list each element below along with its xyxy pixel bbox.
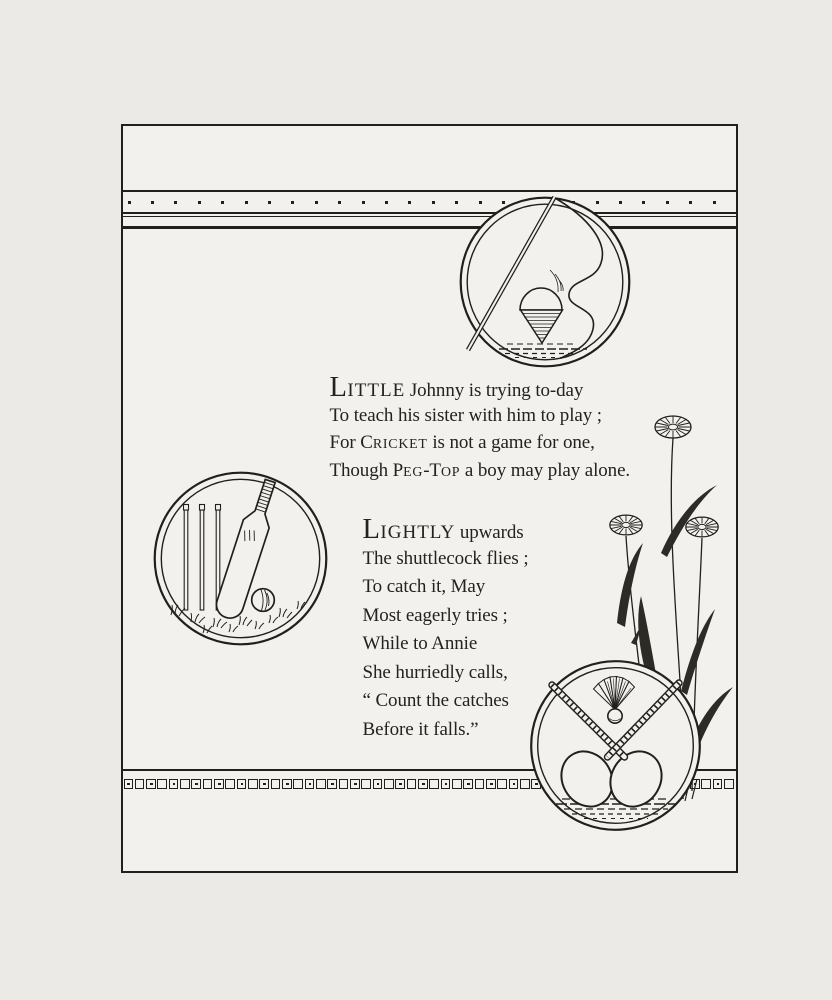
band-square: [316, 779, 326, 790]
poem-second: [363, 516, 529, 744]
band-square-dot: [354, 783, 357, 786]
band-square-dot: [263, 783, 266, 786]
band-square-dot: [331, 783, 334, 786]
band-dot: [151, 201, 154, 204]
band-square: [157, 779, 167, 790]
band-square: [293, 779, 303, 790]
band-square: [350, 779, 360, 790]
band-square: [475, 779, 485, 790]
band-square-dot: [399, 783, 402, 786]
band-square-dot: [286, 783, 289, 786]
band-square: [248, 779, 258, 790]
poem-line: “ Count the catches: [362, 690, 509, 711]
top-band-rule-1: [123, 190, 736, 192]
top-band-rule-3: [123, 216, 736, 217]
band-dot: [689, 201, 692, 204]
band-square: [225, 779, 235, 790]
band-dot: [385, 201, 388, 204]
band-square-dot: [127, 783, 130, 786]
band-square-dot: [173, 783, 176, 786]
band-square: [407, 779, 417, 790]
band-square-dot: [309, 783, 312, 786]
poem-first: [330, 374, 631, 485]
band-dot: [338, 201, 341, 204]
band-square: [180, 779, 190, 790]
band-square: [429, 779, 439, 790]
band-square: [135, 779, 145, 790]
poem-line: To catch it, May: [362, 576, 486, 597]
band-square: [463, 779, 473, 790]
band-square: [361, 779, 371, 790]
band-square: [124, 779, 134, 790]
band-dot: [174, 201, 177, 204]
top-band-rule-2: [123, 212, 736, 214]
band-square: [339, 779, 349, 790]
flower-head: [610, 515, 642, 535]
band-square: [282, 779, 292, 790]
band-square: [486, 779, 496, 790]
poem-line: For CRICKET is not a game for one,: [329, 432, 595, 454]
band-dot: [245, 201, 248, 204]
poem-line: Before it falls.”: [362, 718, 479, 740]
band-dot: [268, 201, 271, 204]
band-square: [237, 779, 247, 790]
band-dot: [713, 201, 716, 204]
cricket-ball: [252, 589, 275, 612]
poem-line: LIGHTLY upwards: [362, 514, 524, 545]
battledore-medallion-illustration: [528, 658, 703, 833]
band-square: [497, 779, 507, 790]
band-square: [395, 779, 405, 790]
band-dot: [315, 201, 318, 204]
poem-line: She hurriedly calls,: [362, 661, 508, 683]
flower-head: [686, 517, 718, 537]
band-square: [373, 779, 383, 790]
band-square-dot: [467, 783, 470, 786]
band-square: [203, 779, 213, 790]
band-dot: [642, 201, 645, 204]
band-square: [259, 779, 269, 790]
band-dot: [128, 201, 131, 204]
band-dot: [221, 201, 224, 204]
band-square: [441, 779, 451, 790]
band-dot: [432, 201, 435, 204]
band-square: [214, 779, 224, 790]
band-square: [509, 779, 519, 790]
poem-line: The shuttlecock flies ;: [362, 547, 529, 569]
band-square-dot: [422, 783, 425, 786]
band-square-dot: [445, 783, 448, 786]
band-square-dot: [195, 783, 198, 786]
band-square: [305, 779, 315, 790]
poem-line: While to Annie: [362, 633, 478, 654]
band-square-dot: [513, 783, 516, 786]
medallion-outer-ring: [461, 198, 630, 367]
band-square-dot: [490, 783, 493, 786]
band-dot: [198, 201, 201, 204]
band-square-dot: [241, 783, 244, 786]
poem-line: Though PEG-TOP a boy may play alone.: [329, 460, 631, 482]
band-square: [146, 779, 156, 790]
band-square: [191, 779, 201, 790]
band-square: [384, 779, 394, 790]
band-dot: [362, 201, 365, 204]
page-border: [121, 124, 738, 873]
band-square: [327, 779, 337, 790]
band-square: [418, 779, 428, 790]
band-dot: [666, 201, 669, 204]
band-square: [271, 779, 281, 790]
poem-line: Most eagerly tries ;: [362, 604, 508, 626]
band-square: [169, 779, 179, 790]
band-square-dot: [377, 783, 380, 786]
band-square-dot: [150, 783, 153, 786]
band-dot: [291, 201, 294, 204]
top-band-rule-thick: [123, 226, 736, 229]
flower-head: [655, 416, 691, 438]
top-dot-row: [123, 201, 736, 205]
band-square-dot: [218, 783, 221, 786]
cricket-medallion-illustration: [151, 469, 330, 648]
band-dot: [408, 201, 411, 204]
pegtop-medallion-illustration: [457, 194, 633, 370]
band-square: [452, 779, 462, 790]
poem-line: LITTLE Johnny is trying to-day: [329, 372, 584, 403]
poem-line: To teach his sister with him to play ;: [329, 404, 602, 426]
